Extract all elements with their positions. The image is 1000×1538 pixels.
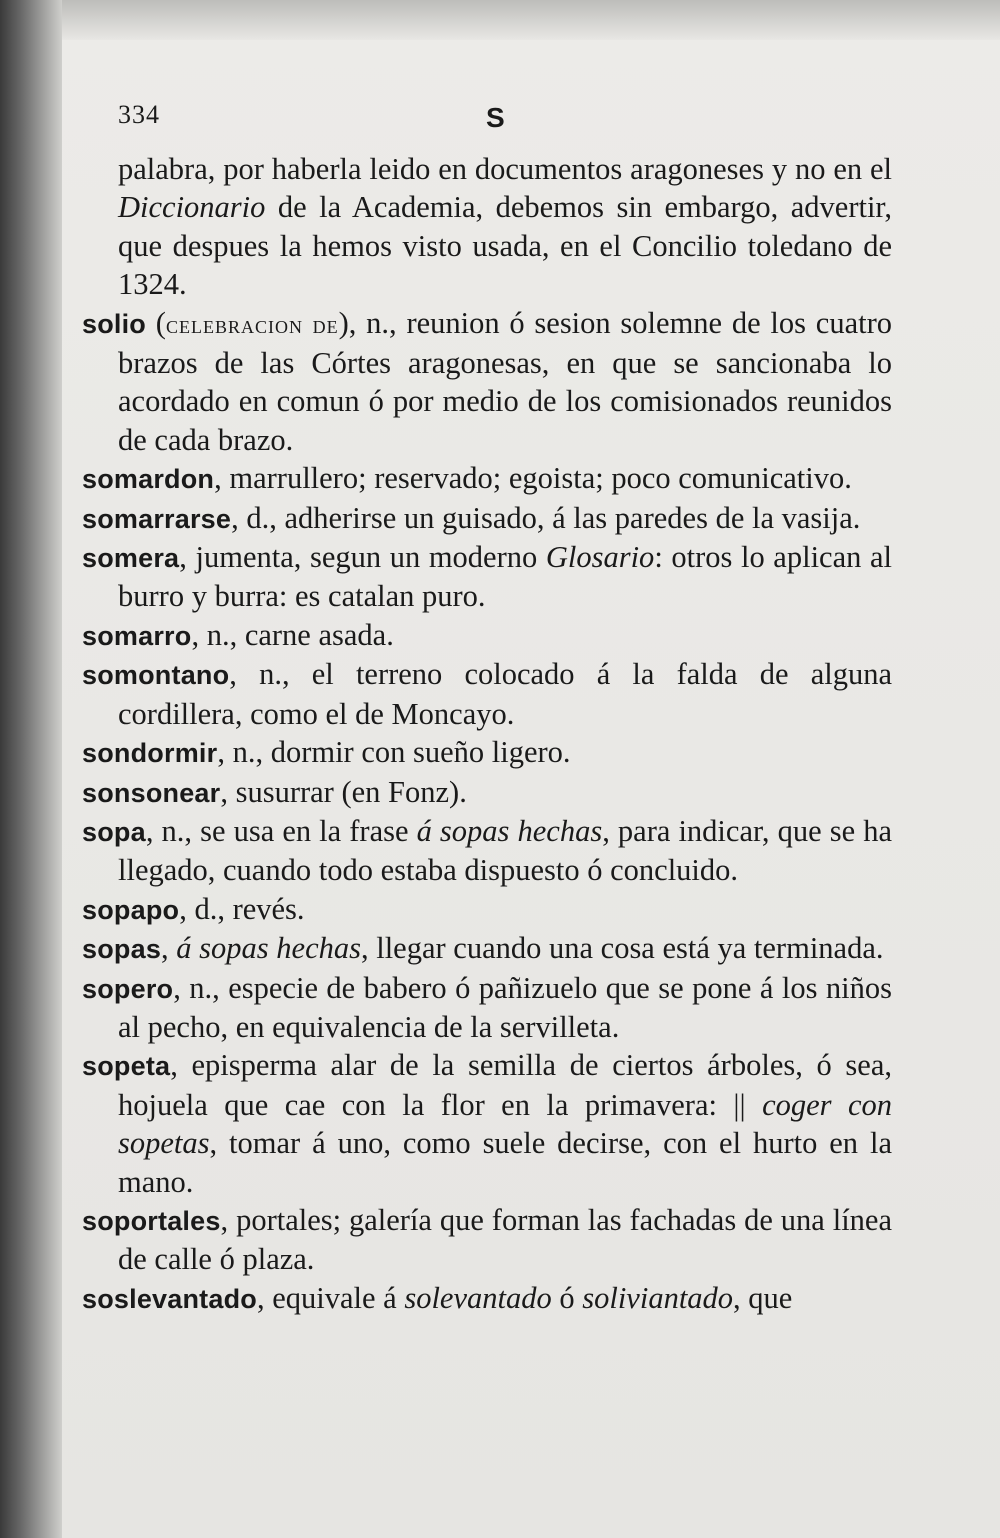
entry-text: , [161,931,177,966]
dictionary-entry [82,929,892,968]
italic-text: coger con sopetas [118,1087,892,1161]
entry-text: , episperma alar de la semilla de ciertos árboles, ó sea, hojuela que cae con la flor en la primavera: || [118,1048,892,1122]
binding-gutter-shadow [0,0,62,1538]
running-head: S [486,102,505,133]
entry-list [82,304,892,1319]
small-caps-text: celebracion de [165,309,339,339]
dictionary-entry [82,1201,892,1279]
entry-text: , n., especie de babero ó pañizuelo que se pone á los niños al pecho, en equivalencia de la servilleta. [118,970,892,1044]
dictionary-entry [82,969,892,1047]
entry-headword: somera [82,543,180,574]
dictionary-entry [82,1279,892,1318]
entry-text: , n., carne asada. [191,617,394,652]
entry-text: , n., dormir con sueño ligero. [217,735,571,770]
dictionary-entry [82,538,892,616]
entry-text: , susurrar (en Fonz). [220,774,467,809]
dictionary-entry [82,304,892,460]
entry-text: , marrullero; reservado; egoista; poco comunicativo. [214,461,852,496]
entry-text: , para indicar, que se ha llegado, cuando todo estaba dispuesto ó concluido. [118,813,893,888]
entry-headword: somardon [82,464,215,495]
dictionary-body [82,150,892,1318]
entry-headword: soslevantado [82,1283,257,1314]
entry-text: , llegar cuando una cosa está ya terminada. [360,931,884,966]
entry-text: , n., se usa en la frase [145,813,417,848]
italic-text: soliviantado [582,1280,734,1315]
dictionary-entry [82,890,892,929]
page-number: 334 [118,100,160,129]
dictionary-entry [82,459,892,498]
entry-headword: sonsonear [82,777,221,808]
entry-headword: sopeta [82,1051,171,1082]
entry-text: , d., adherirse un guisado, á las paredes de la vasija. [231,500,861,535]
dictionary-entry [82,499,892,538]
entry-headword: sopero [82,973,174,1004]
entry-headword: sopapo [82,894,180,925]
entry-text: , d., revés. [179,891,305,926]
continuation-paragraph [82,150,892,304]
entry-text: , tomar á uno, como suele decirse, con el hurto en la mano. [118,1126,892,1199]
entry-text: ), n., reunion ó sesion solemne de los cuatro brazos de las Córtes aragonesas, en que se sancionaba lo acordado en comun ó por medio de los comisionados reunidos de cada brazo. [118,305,892,457]
entry-headword: sopas [82,934,162,965]
entry-headword: sondormir [82,738,218,769]
entry-text: , n., el terreno colocado á la falda de alguna cordillera, como el de Moncayo. [118,657,892,731]
dictionary-entry [82,655,892,733]
entry-text: ( [146,305,166,340]
entry-text: , equivale á [256,1280,405,1315]
entry-headword: somarro [82,620,192,651]
entry-text: : otros lo aplican al burro y burra: es catalan puro. [118,540,892,614]
page-top-shadow [0,0,1000,40]
dictionary-entry [82,733,892,772]
page-header [118,98,898,138]
dictionary-entry [82,773,892,812]
entry-headword: sopa [82,816,146,847]
dictionary-entry [82,1046,892,1201]
entry-text: , jumenta, segun un moderno [179,540,546,575]
dictionary-entry [82,812,892,890]
entry-text: de la Academia, debemos sin embargo, advertir, que despues la hemos visto usada, en el Concilio toledano de 1324. [118,190,892,302]
entry-headword: somarrarse [82,503,232,534]
entry-text: , portales; galería que forman las fachadas de una línea de calle ó plaza. [118,1202,892,1277]
entry-headword: solio [82,308,147,339]
italic-text: solevantado [404,1280,552,1315]
dictionary-entry [82,616,892,655]
entry-headword: soportales [82,1205,221,1236]
italic-text: Diccionario [118,190,266,225]
entry-text: palabra, por haberla leido en documentos aragoneses y no en el [118,152,892,186]
italic-text: Glosario [545,540,655,575]
entry-headword: somontano [82,660,230,691]
entry-text: , que [733,1280,793,1315]
italic-text: á sopas hechas [416,813,603,848]
italic-text: á sopas hechas [176,931,361,966]
entry-text: ó [551,1280,583,1315]
